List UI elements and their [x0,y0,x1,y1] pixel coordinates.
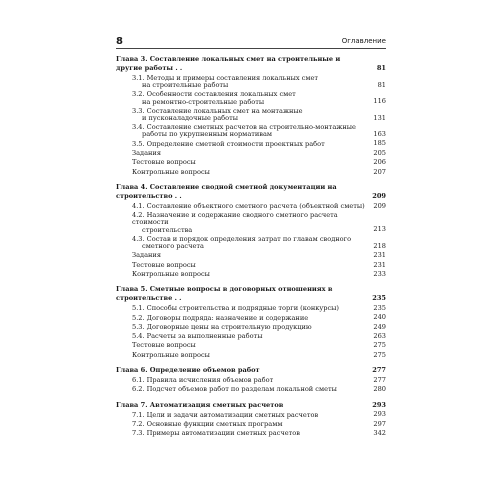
toc-item [132,159,386,166]
toc-entry-title-line: Глава 4. Составление сводной сметной документации на строительство . . [116,183,337,201]
toc-entry-title [116,55,386,73]
toc-page-number: 280 [373,385,386,394]
toc-entry-title-line: 6.1. Правила исчисления объемов работ [132,376,274,385]
toc-page-number: 275 [373,350,386,359]
toc-section [132,412,386,419]
toc-page-number: 277 [373,375,386,384]
toc-section [132,324,386,331]
toc-page-number: 231 [373,251,386,260]
toc-item [132,262,386,269]
toc-entry-title-line: Контрольные вопросы [132,350,210,359]
toc-entry-title-line: 4.2. Назначение и содержание сводного сметного расчета стоимости [132,211,338,227]
toc-item [132,252,386,259]
toc-entry-title-line: 3.1. Методы и примеры составления локальных смет [132,74,319,82]
toc-entry-title-continuation: на строительные работы [142,81,229,90]
toc-chapter [116,55,386,73]
toc-entry-title-line: Контрольные вопросы [132,270,210,279]
toc-entry-title-line: 7.3. Примеры автоматизации сметных расчетов [132,428,300,437]
toc-entry-title [132,333,386,340]
toc-page-number: 233 [373,270,386,279]
toc-entry-title [132,252,386,259]
toc-entry-title-continuation: и пусконаладочные работы [142,114,239,123]
toc-section [132,91,386,105]
toc-entry-title [132,412,386,419]
toc-page-number: 297 [373,419,386,428]
toc-entry-title [116,366,386,375]
toc-entry-title [132,108,386,122]
toc-entry-title-line: Тестовые вопросы [132,260,196,269]
toc-page-number: 209 [373,201,386,210]
toc-section [132,212,386,234]
toc-entry-title-line: 5.4. Расчеты за выполненные работы [132,332,263,341]
toc-entry-title [132,386,386,393]
table-of-contents [116,55,386,437]
toc-entry-title-continuation: строительства [142,225,193,234]
toc-section [132,203,386,210]
toc-entry-title-line: Глава 7. Автоматизация сметных расчетов [116,400,284,409]
running-title: Оглавление [341,37,386,45]
toc-page-number: 293 [373,410,386,419]
toc-entry-title [132,203,386,210]
toc-entry-title [132,342,386,349]
toc-section [132,386,386,393]
toc-page-number: 218 [373,241,386,250]
toc-item [132,169,386,176]
toc-entry-title-line: Задания [132,148,161,157]
toc-page-number: 263 [373,331,386,340]
toc-entry-title [132,91,386,105]
toc-section [132,236,386,250]
toc-page-number: 277 [372,366,386,375]
toc-entry-title-line: 5.2. Договоры подряда: назначение и содержание [132,313,309,322]
toc-entry-title [132,141,386,148]
toc-chapter [116,285,386,303]
toc-item [132,271,386,278]
toc-section [132,305,386,312]
toc-entry-title [132,271,386,278]
toc-entry-title-line: 5.3. Договорные цены на строительную продукцию [132,322,312,331]
toc-section [132,108,386,122]
toc-entry-title [132,324,386,331]
toc-section [132,124,386,138]
toc-section [132,333,386,340]
toc-chapter [116,366,386,375]
toc-entry-title [132,169,386,176]
toc-page-number: 163 [373,130,386,139]
toc-page-number: 235 [373,304,386,313]
toc-entry-title-line: 7.2. Основные функции сметных программ [132,419,283,428]
toc-entry-title [132,212,386,234]
toc-entry-title-line: 6.2. Подсчет объемов работ по разделам локальной сметы [132,385,337,394]
toc-page-number: 81 [377,81,386,89]
toc-entry-title [132,305,386,312]
toc-entry-title [116,183,386,201]
toc-chapter [116,183,386,201]
toc-entry-title [132,75,386,89]
toc-item [132,352,386,359]
toc-entry-title [132,159,386,166]
toc-entry-title-line: 3.4. Составление сметных расчетов на строительно-монтажные [132,123,356,132]
toc-section [132,430,386,437]
toc-entry-title-line: 3.2. Особенности составления локальных смет [132,90,296,99]
toc-entry-title-line: Глава 3. Составление локальных смет на строительные и другие работы . . [116,55,341,72]
toc-entry-title [132,421,386,428]
toc-page-number: 231 [373,260,386,269]
toc-entry-title-line: Глава 5. Сметные вопросы в договорных отношениях в строительстве . . [116,285,333,303]
toc-page-number: 275 [373,341,386,350]
toc-entry-title-line: 7.1. Цели и задачи автоматизации сметных расчетов [132,410,319,419]
toc-entry-title [132,262,386,269]
toc-page-number: 342 [373,428,386,437]
toc-entry-title [132,124,386,138]
toc-entry-title-line: 3.5. Определение сметной стоимости проектных работ [132,139,325,148]
toc-item [132,342,386,349]
toc-entry-title-line: 4.1. Составление объектного сметного расчета (объектной сметы) [132,202,365,211]
toc-entry-title [116,401,386,410]
toc-entry-title-line: 3.3. Составление локальных смет на монтажные [132,106,303,115]
toc-page-number: 205 [373,148,386,157]
page-number: 8 [116,36,123,47]
toc-page-number: 206 [373,158,386,167]
toc-section [132,315,386,322]
toc-entry-title [132,352,386,359]
toc-page-number: 249 [373,322,386,331]
toc-entry-title [132,315,386,322]
toc-page-number: 213 [373,225,386,234]
toc-section [132,421,386,428]
toc-entry-title-line: Контрольные вопросы [132,167,210,176]
toc-section [132,377,386,384]
toc-entry-title [132,377,386,384]
toc-page-number: 235 [372,294,386,303]
toc-entry-title-line: Тестовые вопросы [132,158,196,167]
toc-page-number: 131 [373,113,386,122]
toc-item [132,150,386,157]
toc-entry-title-line: Глава 6. Определение объемов работ [116,366,260,375]
toc-page-number: 185 [373,139,386,148]
toc-entry-title-line: Задания [132,251,161,260]
toc-page-number: 209 [372,192,386,201]
toc-entry-title-continuation: сметного расчета [142,242,204,251]
toc-entry-title [116,285,386,303]
toc-page-number: 116 [373,97,386,106]
toc-entry-title-line: 5.1. Способы строительства и подрядные торги (конкурсы) [132,304,339,313]
toc-section [132,75,386,89]
toc-entry-title-continuation: на ремонтно-строительные работы [142,97,265,106]
toc-entry-title [132,430,386,437]
header-rule [116,48,386,49]
toc-entry-title-line: 4.3. Состав и порядок определения затрат по главам сводного [132,234,352,243]
toc-chapter [116,401,386,410]
toc-section [132,141,386,148]
toc-entry-title-continuation: работы по укрупненным нормативам [142,130,273,139]
toc-page-number: 240 [373,313,386,322]
toc-entry-title [132,150,386,157]
toc-page-number: 81 [376,64,386,72]
toc-entry-title-line: Тестовые вопросы [132,341,196,350]
toc-page-number: 293 [372,400,386,409]
toc-page-number: 207 [373,167,386,176]
toc-entry-title [132,236,386,250]
